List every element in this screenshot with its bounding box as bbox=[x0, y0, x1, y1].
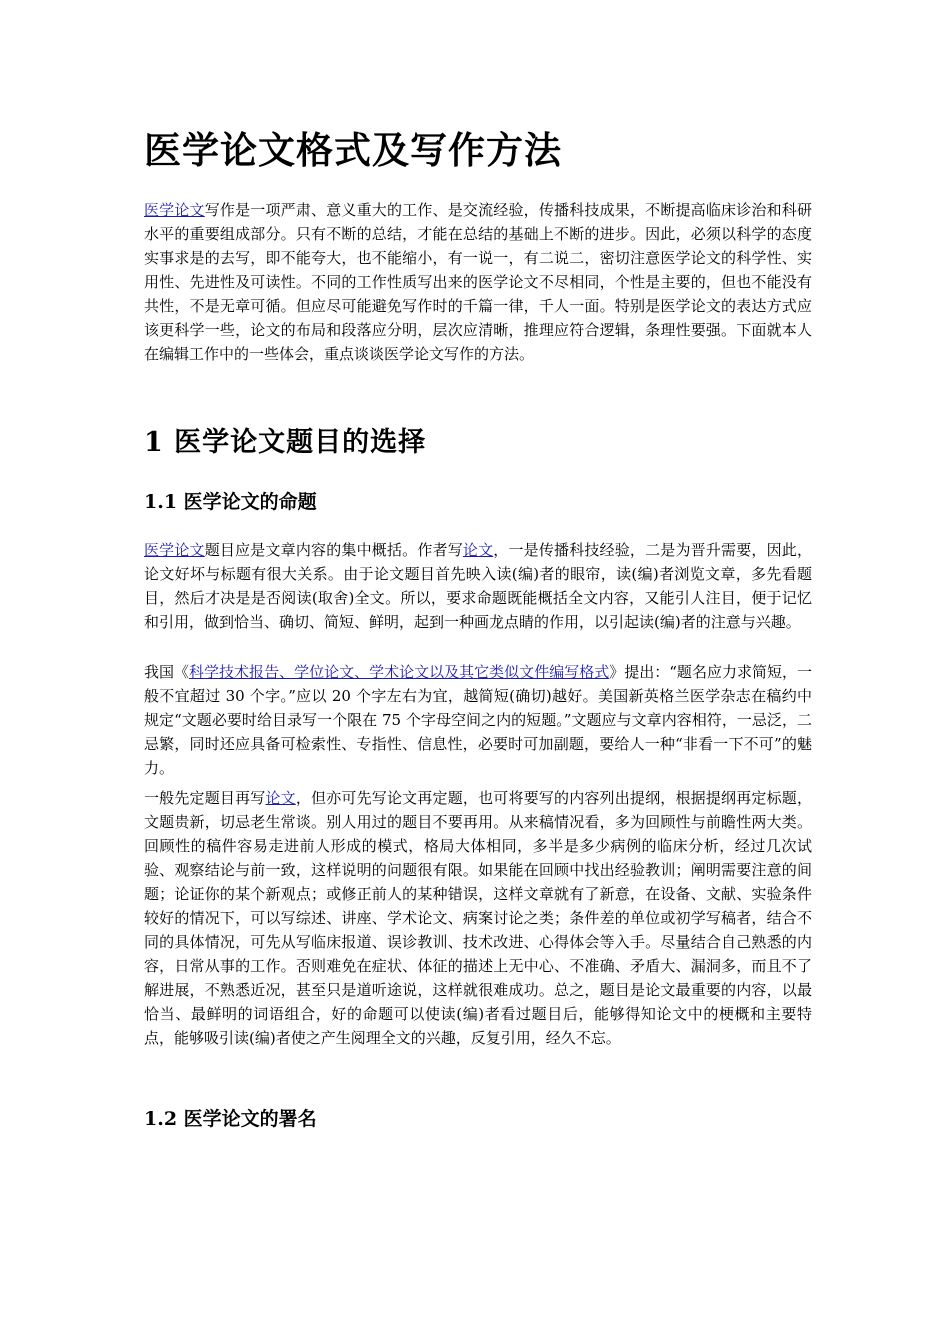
section-1-1-paragraph-2 bbox=[144, 660, 812, 780]
paragraph-text: 一般先定题目再写 bbox=[144, 789, 266, 807]
paragraph-text: 我国《 bbox=[144, 663, 190, 681]
paragraph-text: ，但亦可先写论文再定题，也可将要写的内容列出提纲，根据提纲再定标题，文题贵新，切忌老生常谈。别人用过的题目不要再用。从来稿情况看，多为回顾性与前瞻性两大类。回顾性的稿件容易走进前人形成的模式，格局大体相同，多半是多少病例的临床分析，经过几次试验、观察结论与前一致，这样说明的问题很有限。如果能在回顾中找出经验教训；阐明需要注意的间题；论证你的某个新观点；或修正前人的某种错误，这样文章就有了新意，在设备、文献、实验条件较好的情况下，可以写综述、讲座、学术论文、病案讨论之类；条件差的单位或初学写稿者，结合不同的具体情况，可先从写临床报道、误诊教训、技术改进、心得体会等入手。尽量结合自己熟悉的内容，日常从事的工作。否则难免在症状、体征的描述上无中心、不准确、矛盾大、漏洞多，而且不了解进展，不熟悉近况，甚至只是道听途说，这样就很难成功。总之，题目是论文最重要的内容，以最恰当、最鲜明的词语组合，好的命题可以使读(编)者看过题目后，能够得知论文中的梗概和主要特点，能够吸引读(编)者使之产生阅理全文的兴趣，反复引用，经久不忘。 bbox=[144, 789, 812, 1047]
section-1-2-heading: 1.2 医学论文的署名 bbox=[144, 1108, 317, 1130]
section-1-1-heading: 1.1 医学论文的命题 bbox=[144, 491, 317, 513]
section-1-1-paragraph-1 bbox=[144, 538, 812, 634]
paragraph-text: 》提出：“题名应力求简短，一般不宜超过 30 个字。”应以 20 个字左右为宜，越简短(确切)越好。美国新英格兰医学杂志在稿约中规定“文题必要时给目录写一个限在 75 个字母空间之内的短题。”文题应与文章内容相符，一忌泛，二忌繁，同时还应具备可检索性、专指性、信息性，必要时可加副题，要给人一种“非看一下不可”的魅力。 bbox=[144, 663, 812, 777]
intro-text: 写作是一项严肃、意义重大的工作、是交流经验，传播科技成果，不断提高临床诊治和科研水平的重要组成部分。只有不断的总结，才能在总结的基础上不断的进步。因此，必须以科学的态度实事求是的去写，即不能夸大，也不能缩小，有一说一，有二说二，密切注意医学论文的科学性、实用性、先进性及可读性。不同的工作性质写出来的医学论文不尽相同，个性是主要的，但也不能没有共性，不是无章可循。但应尽可能避免写作时的千篇一律，千人一面。特别是医学论文的表达方式应该更科学一些，论文的布局和段落应分明，层次应清晰，推理应符合逻辑，条理性要强。下面就本人在编辑工作中的一些体会，重点谈谈医学论文写作的方法。 bbox=[144, 201, 812, 363]
paragraph-text: ，一是传播科技经验，二是为晋升需要，因此，论文好坏与标题有很大关系。由于论文题目首先映入读(编)者的眼帘，读(编)者浏览文章，多先看题目，然后才决是是否阅读(取舍)全文。所以，要求命题既能概括全文内容，又能引人注目，便于记忆和引用，做到恰当、确切、简短、鲜明，起到一种画龙点睛的作用，以引起读(编)者的注意与兴趣。 bbox=[144, 541, 812, 631]
link-medical-paper[interactable]: 医学论文 bbox=[144, 541, 205, 559]
section-1-heading: 1 医学论文题目的选择 bbox=[144, 427, 427, 458]
page-title: 医学论文格式及写作方法 bbox=[144, 128, 562, 172]
link-paper[interactable]: 论文 bbox=[462, 541, 494, 559]
intro-paragraph bbox=[144, 198, 812, 366]
intro-link-medical-paper[interactable]: 医学论文 bbox=[144, 201, 205, 219]
paragraph-text: 题目应是文章内容的集中概括。作者写 bbox=[204, 541, 463, 559]
link-format-standard[interactable]: 科学技术报告、学位论文、学术论文以及其它类似文件编写格式 bbox=[189, 663, 610, 681]
link-paper[interactable]: 论文 bbox=[265, 789, 296, 807]
section-1-1-paragraph-3 bbox=[144, 786, 812, 1050]
